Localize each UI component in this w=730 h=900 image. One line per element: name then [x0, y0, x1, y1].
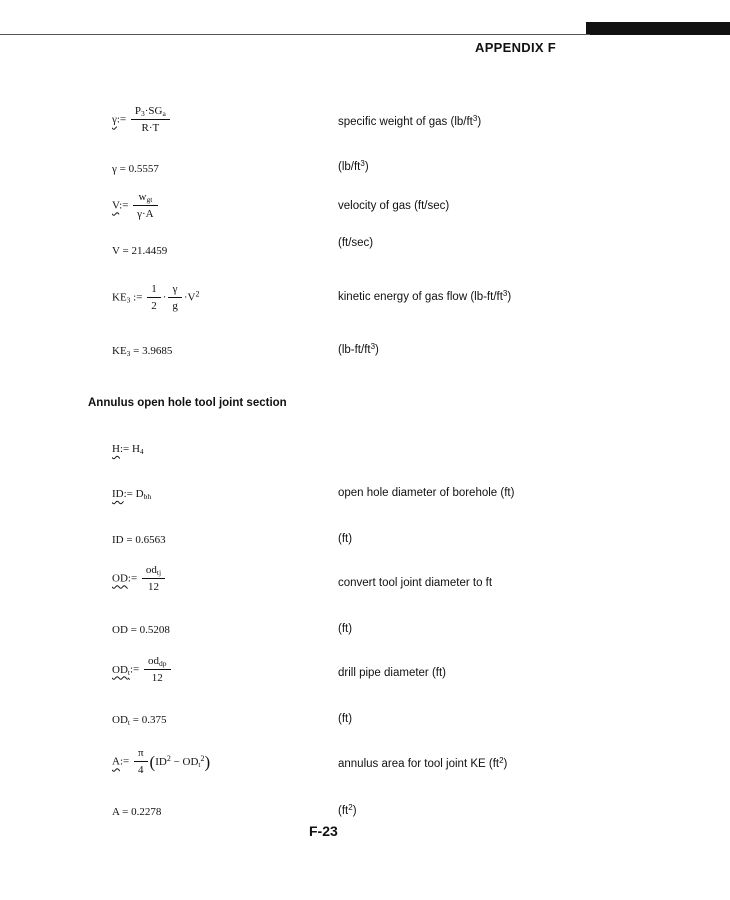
od-unit: (ft): [338, 623, 353, 635]
velocity-value: V = 21.4459: [112, 245, 168, 257]
kinetic-energy-value: $KE_3 = 3.9685$: [112, 345, 173, 358]
velocity-definition: V:= $\frac{w_{gt}}{\gamma\cdot A}$: [112, 192, 160, 220]
page-number: F-23: [309, 823, 338, 839]
od-t-definition: $OD_t:=$ $\frac{od_{dp}}{12}$: [112, 656, 173, 684]
od-t-value: $OD_t = 0.375$: [112, 714, 167, 727]
id-unit: (ft): [338, 533, 353, 545]
id-value: ID = 0.6563: [112, 534, 166, 546]
od-t-unit: (ft): [338, 713, 353, 725]
gamma-definition: γ:= $\frac{P_3\cdot SG_a}{R\cdot T}$: [112, 106, 172, 134]
velocity-fraction: $\frac{w_{gt}}{\gamma\cdot A}$: [133, 192, 157, 220]
gamma-description: specific weight of gas $(lb/ft^3)$: [338, 114, 482, 128]
gamma-unit: $(lb/ft^3)$: [338, 159, 369, 173]
gamma-fraction: $\frac{P_3\cdot SG_a}{R\cdot T}$: [131, 106, 170, 134]
section-title: Annulus open hole tool joint section: [88, 397, 287, 409]
area-value: A = 0.2278: [112, 806, 162, 818]
od-value: OD = 0.5208: [112, 624, 170, 636]
id-description: open hole diameter of borehole (ft): [338, 487, 515, 499]
header-black-bar: [586, 22, 730, 35]
gamma-value: γ = 0.5557: [112, 163, 159, 175]
velocity-description: velocity of gas (ft/sec): [338, 200, 450, 212]
od-description: convert tool joint diameter to ft: [338, 577, 493, 589]
kinetic-energy-definition: $KE_3$ := $\frac{1}{2}$ · $\frac{\gamma}{g}$ $\cdot V^2$: [112, 283, 200, 312]
area-unit: $(ft^2)$: [338, 803, 357, 817]
kinetic-energy-description: kinetic energy of gas flow $(lb-ft/ft^3)$: [338, 289, 512, 303]
area-definition: A:= $\frac{\pi}{4}$ $(ID^2 - OD_t^2)$: [112, 747, 211, 776]
kinetic-energy-unit: $(lb-ft/ft^3)$: [338, 342, 379, 356]
id-definition: ID:= $D_{bh}$: [112, 488, 152, 501]
od-t-description: drill pipe diameter (ft): [338, 667, 447, 679]
area-description: annulus area for tool joint KE $(ft^2)$: [338, 756, 508, 770]
header-rule: [0, 34, 590, 35]
velocity-unit: (ft/sec): [338, 237, 374, 249]
od-definition: OD:= $\frac{od_{tj}}{12}$: [112, 565, 167, 593]
h-definition: H:= $H_4$: [112, 443, 144, 456]
appendix-heading: APPENDIX F: [475, 40, 557, 55]
